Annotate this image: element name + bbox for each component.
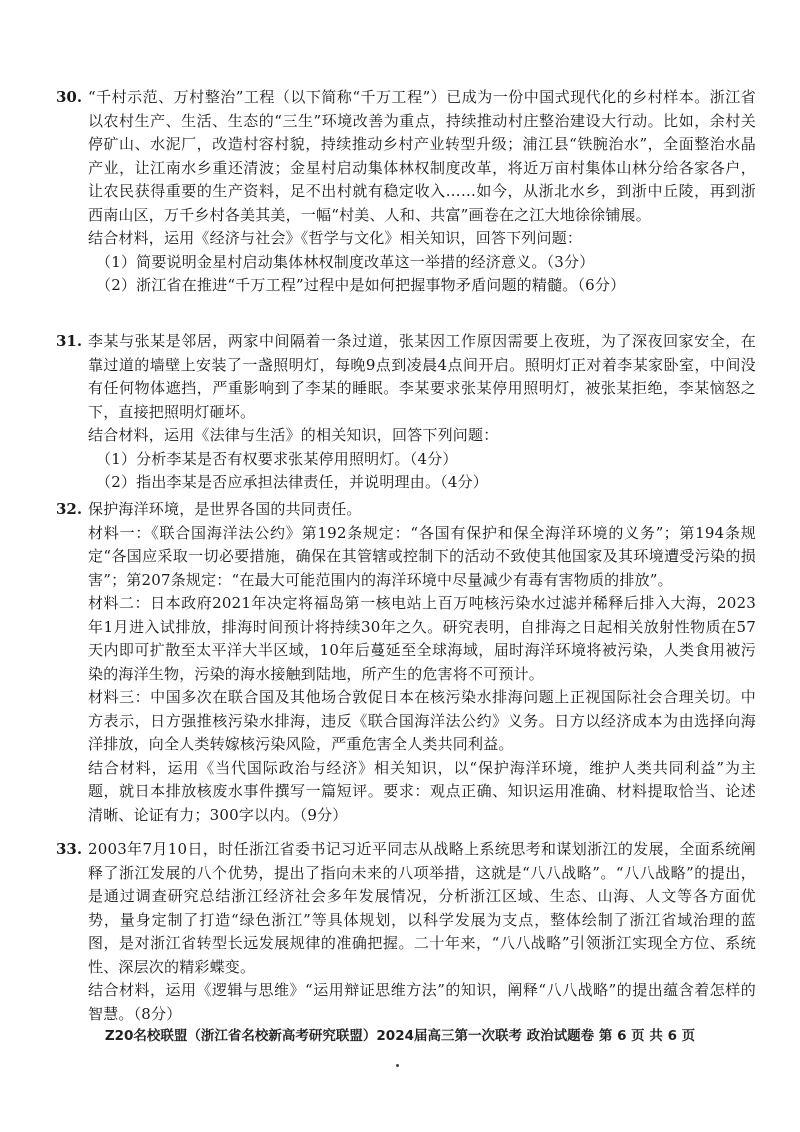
question-instruction: 结合材料，运用《经济与社会》《哲学与文化》相关知识，回答下列问题： xyxy=(88,229,583,247)
question-material: 李某与张某是邻居，两家中间隔着一条过道，张某因工作原因需要上夜班，为了深夜回家安全，在靠过道的墙壁上安装了一盏照明灯，每晚9点到凌晨4点间开启。照明灯正对着李某家卧室，中间没有任何物体遮挡，严重影响到了李某的睡眠。李某要求张某停用照明灯，被张某拒绝，李某恼怒之下，直接把照明灯砸坏。 xyxy=(88,332,756,421)
question-number: 32. xyxy=(56,500,83,518)
scan-dot xyxy=(396,1064,399,1067)
question-intro: 保护海洋环境，是世界各国的共同责任。 xyxy=(88,500,362,518)
page-footer: Z20名校联盟（浙江省名校新高考研究联盟）2024届高三第一次联考 政治试题卷 第 6 页 共 6 页 xyxy=(104,1028,696,1044)
question-material: “千村示范、万村整治”工程（以下简称“千万工程”）已成为一份中国式现代化的乡村样本。浙江省以农村生产、生活、生态的“三生”环境改善为重点，持续推动村庄整治建设大行动。比如，余村关停矿山、水泥厂，改造村容村貌，持续推动乡村产业转型升级；浦江县“铁腕治水”，全面整治水晶产业，让江南水乡重还清波；金星村启动集体林权制度改革，将近万亩村集体山林分给各家各户，让农民获得重要的生产资料，足不出村就有稳定收入……如今，从浙北水乡，到浙中丘陵，再到浙西南山区，万千乡村各美其美，一幅“村美、人和、共富”画卷在之江大地徐徐铺展。 xyxy=(88,88,756,224)
question-number: 31. xyxy=(56,332,83,350)
sub-question-2: （2）指出李某是否应承担法律责任，并说明理由。（4分） xyxy=(96,473,488,491)
question-instruction: 结合材料，运用《法律与生活》的相关知识，回答下列问题： xyxy=(88,426,499,444)
sub-question-2: （2）浙江省在推进“千万工程”过程中是如何把握事物矛盾问题的精髓。（6分） xyxy=(96,276,626,294)
question-32 xyxy=(56,498,756,827)
question-instruction: 结合材料，运用《逻辑与思维》“运用辩证思维方法”的知识，阐释“八八战略”的提出蕴含着怎样的智慧。（8分） xyxy=(88,981,756,1023)
question-33 xyxy=(56,838,756,1026)
question-31 xyxy=(56,330,756,495)
sub-question-1: （1）分析李某是否有权要求张某停用照明灯。（4分） xyxy=(96,449,458,468)
question-30 xyxy=(56,86,756,298)
question-material: 2003年7月10日，时任浙江省委书记习近平同志从战略上系统思考和谋划浙江的发展，全面系统阐释了浙江发展的八个优势，提出了指向未来的八项举措，这就是“八八战略”。“八八战略”的提出，是通过调查研究总结浙江经济社会多年发展情况，分析浙江区域、生态、山海、人文等各方面优势，量身定制了打造“绿色浙江”等具体规划，以科学发展为支点，整体绘制了浙江省域治理的蓝图，是对浙江省转型长远发展规律的准确把握。二十年来，“八八战略”引领浙江实现全方位、系统性、深层次的精彩蝶变。 xyxy=(88,840,756,976)
sub-question-1: （1）简要说明金星村启动集体林权制度改革这一举措的经济意义。（3分） xyxy=(96,252,595,271)
material-2: 材料二：日本政府2021年决定将福岛第一核电站上百万吨核污染水过滤并稀释后排入大海，2023年1月进入试排放，排海时间预计将持续30年之久。研究表明，自排海之日起相关放射性物质在57天内即可扩散至太平洋大半区域，10年后蔓延至全球海域，届时海洋环境将被污染，人类食用被污染的海洋生物，污染的海水接触到陆地，所产生的危害将不可预计。 xyxy=(88,594,756,683)
question-number: 30. xyxy=(56,88,83,106)
material-1: 材料一：《联合国海洋法公约》第192条规定：“各国有保护和保全海洋环境的义务”；第194条规定“各国应采取一切必要措施，确保在其管辖或控制下的活动不致使其他国家及其环境遭受污染的损害”；第207条规定：“在最大可能范围内的海洋环境中尽量减少有毒有害物质的排放”。 xyxy=(88,523,756,589)
question-number: 33. xyxy=(56,840,83,858)
question-instruction: 结合材料，运用《当代国际政治与经济》相关知识，以“保护海洋环境，维护人类共同利益”为主题，就日本排放核废水事件撰写一篇短评。要求：观点正确、知识运用准确、材料提取恰当、论述清晰、论证有力；300字以内。（9分） xyxy=(88,758,756,824)
material-3: 材料三：中国多次在联合国及其他场合敦促日本在核污染水排海问题上正视国际社会合理关切。中方表示，日方强推核污染水排海，违反《联合国海洋法公约》义务。日方以经济成本为由选择向海洋排放，向全人类转嫁核污染风险，严重危害全人类共同利益。 xyxy=(88,688,756,753)
